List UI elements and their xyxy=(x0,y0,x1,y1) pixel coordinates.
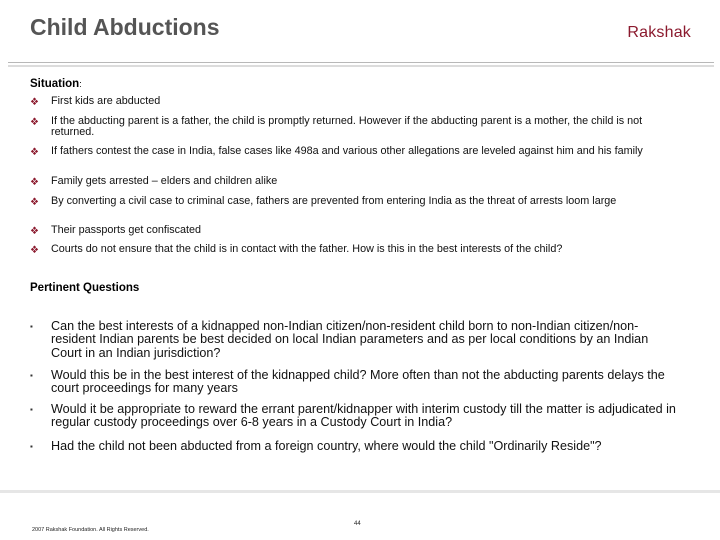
diamond-bullet-icon: ❖ xyxy=(30,177,39,188)
slide-header xyxy=(0,0,720,64)
bullet-icon: ▪ xyxy=(30,442,33,451)
header-divider xyxy=(8,62,714,63)
pertinent-questions-heading: Pertinent Questions xyxy=(30,282,140,294)
situation-item-text: If fathers contest the case in India, false cases like 498a and various other allegations are leveled against him and his family xyxy=(51,145,643,157)
situation-item-text: By converting a civil case to criminal case, fathers are prevented from entering India as the threat of arrests loom large xyxy=(51,195,617,207)
page-number: 44 xyxy=(354,521,361,527)
diamond-bullet-icon: ❖ xyxy=(30,226,39,237)
diamond-bullet-icon: ❖ xyxy=(30,245,39,256)
footer-copyright: 2007 Rakshak Foundation. All Rights Reserved. xyxy=(32,527,149,533)
situation-heading xyxy=(30,78,82,90)
situation-item-text: Courts do not ensure that the child is in contact with the father. How is this in the best interests of the child? xyxy=(51,243,563,255)
question-item-text: Would this be in the best interest of the kidnapped child? More often than not the abducting parents delays the court proceedings for many years xyxy=(51,368,665,396)
situation-heading-colon: : xyxy=(79,79,82,89)
diamond-bullet-icon: ❖ xyxy=(30,97,39,108)
diamond-bullet-icon: ❖ xyxy=(30,117,39,128)
question-item-text: Can the best interests of a kidnapped non-Indian citizen/non-resident child born to non-Indian citizen/non-resident Indian parents be best decided on local Indian parameters and as per local conditions by an Indian Court in an Indian jurisdiction? xyxy=(51,319,649,360)
brand-logo-text: Rakshak xyxy=(627,24,691,41)
header-divider-shadow xyxy=(8,65,714,67)
question-item-text: Had the child not been abducted from a foreign country, where would the child "Ordinarily Reside"? xyxy=(51,439,602,453)
situation-item-text: Family gets arrested – elders and children alike xyxy=(51,175,278,187)
bullet-icon: ▪ xyxy=(30,322,33,331)
diamond-bullet-icon: ❖ xyxy=(30,197,39,208)
footer-divider xyxy=(0,490,720,493)
question-item-text: Would it be appropriate to reward the errant parent/kidnapper with interim custody till the matter is adjudicated in regular custody proceedings over 6-8 years in a Custody Court in India? xyxy=(51,402,676,430)
situation-heading-text: Situation xyxy=(30,78,80,90)
situation-item-text: Their passports get confiscated xyxy=(51,224,202,236)
situation-item-text: First kids are abducted xyxy=(51,95,161,107)
page-title: Child Abductions xyxy=(30,14,220,40)
bullet-icon: ▪ xyxy=(30,405,33,414)
situation-item-text: If the abducting parent is a father, the child is promptly returned. However if the abducting parent is a mother, the child is not returned. xyxy=(51,115,643,138)
bullet-icon: ▪ xyxy=(30,371,33,380)
diamond-bullet-icon: ❖ xyxy=(30,147,39,158)
